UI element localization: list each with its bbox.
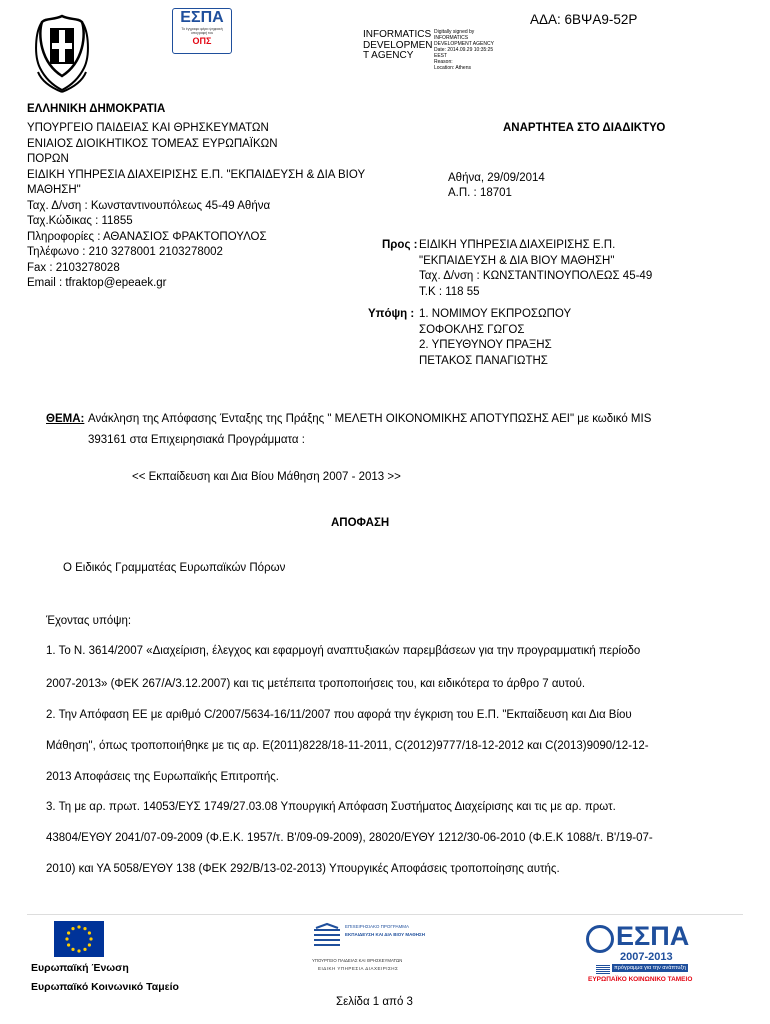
op-logo-line-2: ΕΚΠΑΙΔΕΥΣΗ ΚΑΙ ΔΙΑ ΒΙΟΥ ΜΑΘΗΣΗ	[345, 932, 425, 937]
republic-title: ΕΛΛΗΝΙΚΗ ΔΗΜΟΚΡΑΤΙΑ	[27, 103, 166, 115]
signer-line-3: T AGENCY	[363, 50, 414, 61]
sig-detail-2: INFORMATICS	[434, 35, 469, 41]
sender-line: Τηλέφωνο : 210 3278001 2103278002	[27, 246, 223, 258]
espa-footer-fund: ΕΥΡΩΠΑΪΚΟ ΚΟΙΝΩΝΙΚΟ ΤΑΜΕΙΟ	[588, 976, 693, 983]
recipient-line: Ταχ. Δ/νση : ΚΩΝΣΤΑΝΤΙΝΟΥΠΟΛΕΩΣ 45-49	[419, 270, 653, 282]
espa-footer-years: 2007-2013	[620, 951, 673, 963]
body-line: 2013 Αποφάσεις της Ευρωπαϊκής Επιτροπής.	[46, 771, 279, 783]
digital-signature-details	[434, 29, 494, 71]
sender-line: Ταχ.Κώδικας : 11855	[27, 215, 133, 227]
attention-line: 1. ΝΟΜΙΜΟΥ ΕΚΠΡΟΣΩΠΟΥ	[419, 308, 572, 320]
eu-flag-icon	[54, 921, 104, 957]
body-line: 1. Το Ν. 3614/2007 «Διαχείριση, έλεγχος και εφαρμογή αναπτυξιακών παρεμβάσεων για την προγραμματική περίοδο	[46, 645, 641, 657]
attention-label: Υπόψη :	[368, 308, 415, 320]
sig-detail-3: DEVELOPMENT AGENCY	[434, 41, 494, 47]
espa-footer-emblem-icon	[586, 925, 614, 953]
page-number: Σελίδα 1 από 3	[336, 996, 413, 1008]
espa-footer-title: ΕΣΠΑ	[616, 921, 690, 951]
body-line: Μάθηση", όπως τροποποιήθηκε με τις αρ. E(2011)8228/18-11-2011, C(2012)9777/18-12-2012 και C(2013)9090/12-12-	[46, 740, 649, 752]
recipient-line: Τ.Κ : 118 55	[419, 285, 480, 298]
recipient-label: Προς :	[382, 239, 418, 251]
signer-line-2: DEVELOPMEN	[363, 39, 433, 51]
eu-union-label: Ευρωπαϊκή Ένωση	[31, 962, 129, 974]
considering-line: Έχοντας υπόψη:	[46, 615, 132, 627]
attention-line: ΠΕΤΑΚΟΣ ΠΑΝΑΓΙΩΤΗΣ	[419, 354, 548, 367]
sig-detail-6: Reason:	[434, 59, 453, 65]
espa-logo	[172, 8, 232, 54]
greek-flag-icon	[596, 965, 610, 974]
espa-footer-logo	[586, 921, 694, 987]
ada-code: ΑΔΑ: 6ΒΨΑ9-52Ρ	[530, 12, 638, 27]
body-line: 3. Τη με αρ. πρωτ. 14053/ΕΥΣ 1749/27.03.08 Υπουργική Απόφαση Συστήματος Διαχείρισης και τις με αρ. πρωτ.	[46, 801, 616, 813]
body-line: 2007-2013» (ΦΕΚ 267/Α/3.12.2007) και τις μετέπειτα τροποποιήσεις του, και ειδικότερα το άρθρο 7 αυτού.	[46, 678, 586, 690]
publish-note: ΑΝΑΡΤΗΤΕΑ ΣΤΟ ΔΙΑΔΙΚΤΥΟ	[503, 122, 666, 134]
sender-line: ΜΑΘΗΣΗ"	[27, 184, 81, 196]
recipient-line: "ΕΚΠΑΙΔΕΥΣΗ & ΔΙΑ ΒΙΟΥ ΜΑΘΗΣΗ"	[419, 254, 615, 267]
signer-line-1: INFORMATICS	[363, 29, 432, 40]
sig-detail-5: EEST	[434, 53, 448, 59]
greek-coat-of-arms-logo	[32, 12, 92, 94]
sender-line: ΥΠΟΥΡΓΕΙΟ ΠΑΙΔΕΙΑΣ ΚΑΙ ΘΡΗΣΚΕΥΜΑΤΩΝ	[27, 122, 269, 134]
sender-line: Πληροφορίες : ΑΘΑΝΑΣΙΟΣ ΦΡΑΚΤΟΠΟΥΛΟΣ	[27, 230, 267, 243]
body-line: 43804/ΕΥΘΥ 2041/07-09-2009 (Φ.Ε.Κ. 1957/τ. Β'/09-09-2009), 28020/ΕΥΘΥ 1212/30-06-2010 (Φ.Ε.Κ 1088/τ. Β'/19-07-	[46, 832, 653, 844]
sender-line: Email : tfraktop@epeaek.gr	[27, 277, 167, 289]
protocol-number: Α.Π. : 18701	[448, 187, 512, 199]
op-logo-line-1: ΕΠΙΧΕΙΡΗΣΙΑΚΟ ΠΡΟΓΡΑΜΜΑ	[345, 924, 410, 929]
recipient-line: ΕΙΔΙΚΗ ΥΠΗΡΕΣΙΑ ΔΙΑΧΕΙΡΙΣΗΣ Ε.Π.	[419, 239, 616, 251]
signer-name	[363, 30, 432, 62]
espa-logo-title: ΕΣΠΑ	[180, 9, 224, 26]
op-logo-icon	[312, 922, 342, 952]
sender-line: ΠΟΡΩΝ	[27, 153, 69, 165]
sender-line: Ταχ. Δ/νση : Κωνσταντινουπόλεως 45-49 Αθήνα	[27, 199, 271, 212]
sig-detail-7: Location: Athens	[434, 65, 471, 71]
espa-logo-sub: Το έγγραφο φέρει ψηφιακή υπογραφή του	[181, 27, 223, 35]
body-line: 2010) και ΥΑ 5058/ΕΥΘΥ 138 (ΦΕΚ 292/Β/13-02-2013) Υπουργικές Αποφάσεις τροποποίησης αυτής.	[46, 863, 560, 875]
decision-title: ΑΠΟΦΑΣΗ	[331, 517, 390, 529]
espa-footer-slogan: πρόγραμμα για την ανάπτυξη	[614, 965, 686, 971]
eu-fund-label: Ευρωπαϊκό Κοινωνικό Ταμείο	[31, 981, 179, 993]
date-line: Αθήνα, 29/09/2014	[448, 172, 545, 184]
issuer-line: Ο Ειδικός Γραμματέας Ευρωπαϊκών Πόρων	[63, 562, 286, 574]
recipient-block	[419, 238, 652, 300]
subject-line-2: 393161 στα Επιχειρησιακά Προγράμματα :	[88, 434, 305, 446]
espa-logo-ops: ΟΠΣ	[192, 36, 212, 46]
attention-line: 2. ΥΠΕΥΘΥΝΟΥ ΠΡΑΞΗΣ	[419, 339, 552, 351]
sender-line: ΕΝΙΑΙΟΣ ΔΙΟΙΚΗΤΙΚΟΣ ΤΟΜΕΑΣ ΕΥΡΩΠΑΪΚΩΝ	[27, 137, 278, 150]
sender-line: Fax : 2103278028	[27, 261, 120, 274]
body-line: 2. Την Απόφαση ΕΕ με αριθμό C/2007/5634-16/11/2007 που αφορά την έγκριση του Ε.Π. "Εκπαίδευση και Δια Βίου	[46, 709, 632, 721]
sender-block	[27, 121, 365, 292]
subject-line-1: Ανάκληση της Απόφασης Ένταξης της Πράξης " ΜΕΛΕΤΗ ΟΙΚΟΝΟΜΙΚΗΣ ΑΠΟΤΥΠΩΣΗΣ ΑΕΙ" με κωδικό MIS	[88, 413, 652, 425]
sig-detail-4: Date: 2014.09.29 10:35:25	[434, 47, 494, 53]
programme-name: << Εκπαίδευση και Δια Βίου Μάθηση 2007 - 2013 >>	[132, 471, 401, 483]
subject-label: ΘΕΜΑ:	[46, 413, 85, 425]
sig-detail-1: Digitally signed by	[434, 29, 475, 35]
op-logo-line-4: ΕΙΔΙΚΗ ΥΠΗΡΕΣΙΑ ΔΙΑΧΕΙΡΙΣΗΣ	[318, 966, 399, 971]
attention-block	[419, 307, 571, 369]
footer-divider	[27, 914, 743, 915]
op-education-logo	[312, 922, 425, 978]
sender-line: ΕΙΔΙΚΗ ΥΠΗΡΕΣΙΑ ΔΙΑΧΕΙΡΙΣΗΣ Ε.Π. "ΕΚΠΑΙΔΕΥΣΗ & ΔΙΑ ΒΙΟΥ	[27, 168, 366, 181]
attention-line: ΣΟΦΟΚΛΗΣ ΓΩΓΟΣ	[419, 323, 525, 336]
op-logo-line-3: ΥΠΟΥΡΓΕΙΟ ΠΑΙΔΕΙΑΣ ΚΑΙ ΘΡΗΣΚΕΥΜΑΤΩΝ	[312, 958, 403, 963]
